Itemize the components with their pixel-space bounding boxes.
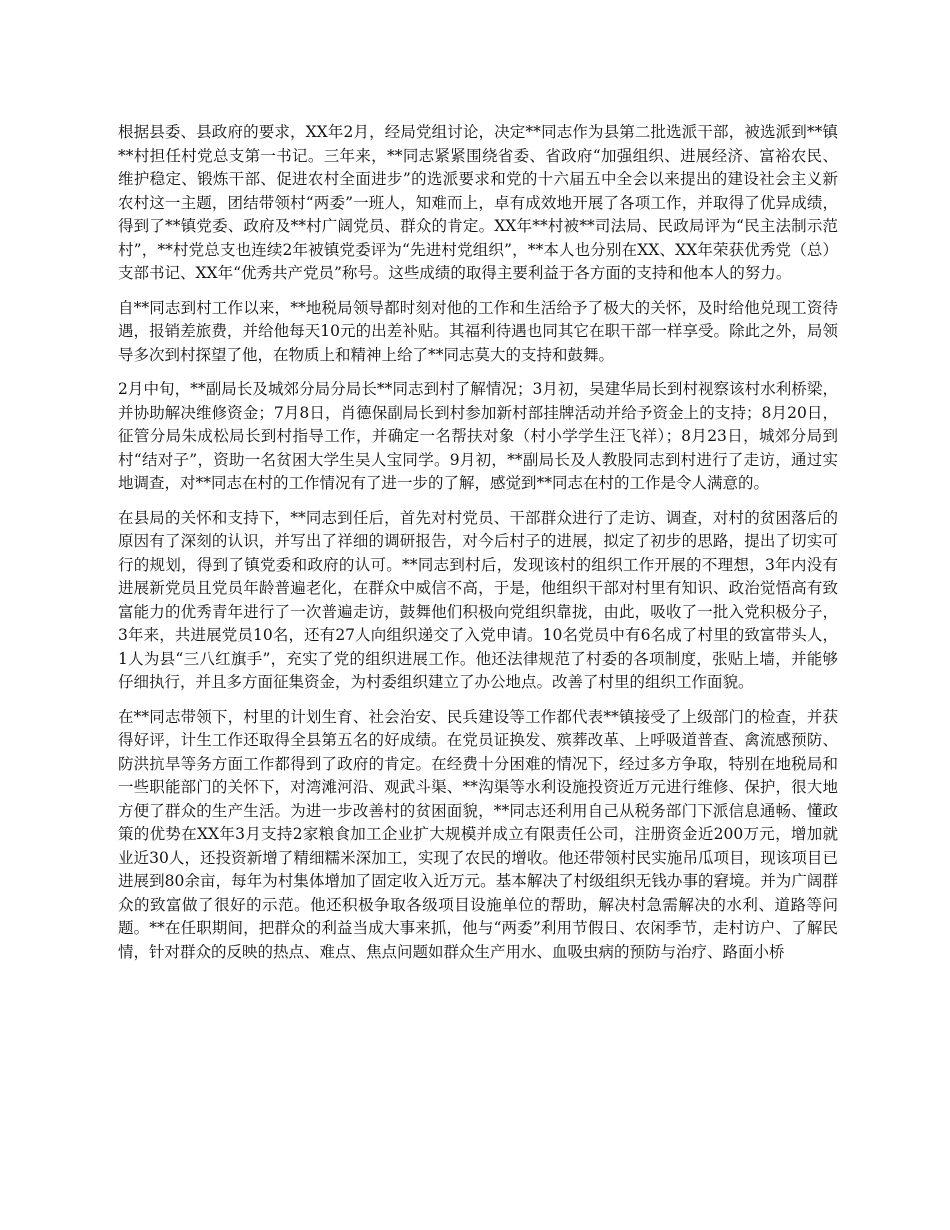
paragraph-2: 自**同志到村工作以来，**地税局领导都时刻对他的工作和生活给予了极大的关怀，及时给他兑现工资待遇，报销差旅费，并给他每天10元的出差补贴。其福利待遇也同其它在职干部一样享受。除此之外，局领导多次到村探望了他，在物质上和精神上给了**同志莫大的支持和鼓舞。 [118,298,838,364]
document-body [118,121,838,975]
paragraph-5: 在**同志带领下，村里的计划生育、社会治安、民兵建设等工作都代表**镇接受了上级部门的检查，并获得好评，计生工作还取得全县第五名的好成绩。在党员证换发、殡葬改革、上呼吸道普查、禽流感预防、防洪抗旱等务方面工作都得到了政府的肯定。在经费十分困难的情况下，经过多方争取，特别在地税局和一些职能部门的关怀下，对湾滩河沿、观武斗渠、**沟渠等水利设施投资近万元进行维修、保护，很大地方便了群众的生产生活。为进一步改善村的贫困面貌，**同志还利用自己从税务部门下派信息通畅、懂政策的优势在XX年3月支持2家粮食加工企业扩大规模并成立有限责任公司，注册资金近200万元，增加就业近30人，还投资新增了精细糯米深加工，实现了农民的增收。他还带领村民实施吊瓜项目，现该项目已进展到80余亩，每年为村集体增加了固定收入近万元。基本解决了村级组织无钱办事的窘境。并为广阔群众的致富做了很好的示范。他还积极争取各级项目设施单位的帮助，解决村急需解决的水利、道路等问题。**在任职期间，把群众的利益当成大事来抓，他与“两委”利用节假日、农闲季节，走村访户、了解民情，针对群众的反映的热点、难点、焦点问题如群众生产用水、血吸虫病的预防与治疗、路面小桥 [118,707,838,961]
paragraph-3: 2月中旬，**副局长及城郊分局分局长**同志到村了解情况；3月初，吴建华局长到村视察该村水利桥梁，并协助解决维修资金；7月8日，肖德保副局长到村参加新村部挂牌活动并给予资金上的支持；8月20日，征管分局朱成松局长到村指导工作，并确定一名帮扶对象（村小学学生汪飞祥）；8月23日，城郊分局到村“结对子”，资助一名贫困大学生吴人宝同学。9月初，**副局长及人教股同志到村进行了走访，通过实地调查，对**同志在村的工作情况有了进一步的了解，感觉到**同志在村的工作是令人满意的。 [118,380,838,492]
paragraph-1: 根据县委、县政府的要求，XX年2月，经局党组讨论，决定**同志作为县第二批选派干部，被选派到**镇**村担任村党总支第一书记。三年来，**同志紧紧围绕省委、省政府“加强组织、进展经济、富裕农民、维护稳定、锻炼干部、促进农村全面进步”的选派要求和党的十六届五中全会以来提出的建设社会主义新农村这一主题，团结带领村“两委”一班人，知难而上，卓有成效地开展了各项工作，并取得了优异成绩，得到了**镇党委、政府及**村广阔党员、群众的肯定。XX年**村被**司法局、民政局评为“民主法制示范村”，**村党总支也连续2年被镇党委评为“先进村党组织”，**本人也分别在XX、XX年荣获优秀党（总）支部书记、XX年“优秀共产党员”称号。这些成绩的取得主要利益于各方面的支持和他本人的努力。 [118,123,838,282]
paragraph-4: 在县局的关怀和支持下，**同志到任后，首先对村党员、干部群众进行了走访、调查，对村的贫困落后的原因有了深刻的认识，并写出了祥细的调研报告，对今后村子的进展，拟定了初步的思路，提出了切实可行的规划，得到了镇党委和政府的认可。**同志到村后，发现该村的组织工作开展的不理想，3年内没有进展新党员且党员年龄普遍老化，在群众中威信不高，于是，他组织干部对村里有知识、政治觉悟高有致富能力的优秀青年进行了一次普遍走访，鼓舞他们积极向党组织靠拢，由此，吸收了一批入党积极分子，3年来，共进展党员10名，还有27人向组织递交了入党申请。10名党员中有6名成了村里的致富带头人，1人为县“三八红旗手”，充实了党的组织进展工作。他还法律规范了村委的各项制度，张贴上墙，并能够仔细执行，并且多方面征集资金，为村委组织建立了办公地点。改善了村里的组织工作面貌。 [118,508,838,691]
